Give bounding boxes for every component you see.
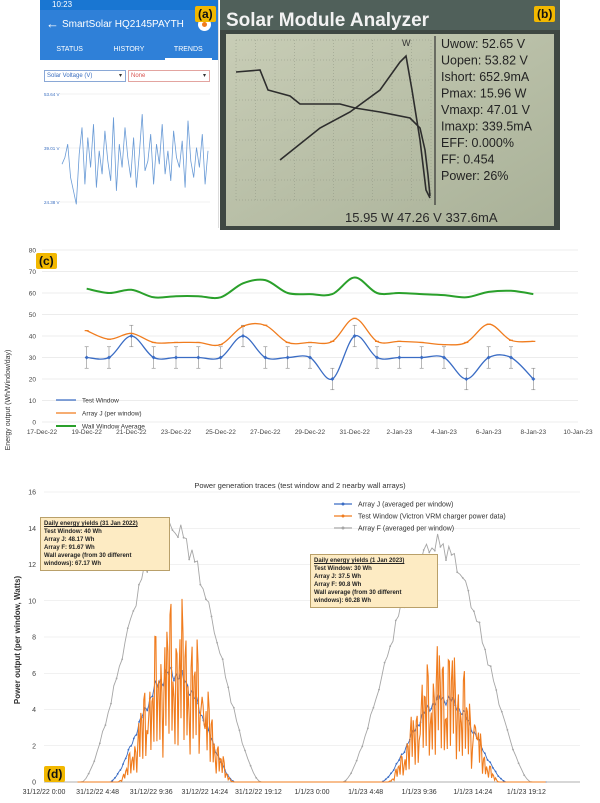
analyzer-reading: Uwow: 52.65 V <box>441 37 526 51</box>
power-data-point <box>445 559 447 561</box>
energy-data-point <box>241 334 245 338</box>
chevron-down-icon: ▾ <box>202 73 206 79</box>
power-data-point <box>152 695 154 697</box>
panel-label-a: (a) <box>195 6 216 22</box>
power-data-point <box>119 769 121 771</box>
power-data-point <box>105 724 107 726</box>
power-x-tick-label: 31/12/22 9:36 <box>129 789 173 796</box>
power-data-point <box>128 749 130 751</box>
power-chart-legend <box>334 502 506 533</box>
analyzer-reading: Vmaxp: 47.01 V <box>441 103 530 117</box>
panel-label-b: (b) <box>534 6 555 22</box>
power-data-point <box>227 686 229 688</box>
power-data-point <box>114 777 116 779</box>
energy-x-tick-label: 23-Dec-22 <box>160 429 192 436</box>
analyzer-device <box>220 0 560 230</box>
power-data-point <box>456 571 458 573</box>
power-data-point <box>233 707 235 709</box>
power-data-point <box>501 711 503 713</box>
power-data-point <box>211 616 213 618</box>
energy-data-point <box>397 356 401 360</box>
power-data-point <box>500 778 502 780</box>
back-arrow-icon[interactable]: ← <box>46 16 59 31</box>
power-data-point <box>172 529 174 531</box>
energy-y-tick-label: 30 <box>28 355 36 362</box>
annotation-line: Wall average (from 30 different <box>314 590 402 596</box>
analyzer-bottom-readout: 15.95 W 47.26 V 337.6mA <box>345 210 498 225</box>
status-bar <box>40 0 218 10</box>
analyzer-reading: Power: 26% <box>441 169 509 183</box>
power-data-point <box>367 727 369 729</box>
power-data-point <box>484 752 486 754</box>
chevron-down-icon: ▾ <box>118 73 122 79</box>
power-data-point <box>244 750 246 752</box>
power-data-point <box>138 584 140 586</box>
power-data-point <box>117 773 119 775</box>
power-legend-label: Array F (averaged per window) <box>358 525 455 533</box>
energy-y-tick-label: 60 <box>28 290 36 298</box>
power-data-point <box>373 707 375 709</box>
energy-x-tick-label: 6-Jan-23 <box>475 429 502 436</box>
power-data-point <box>396 763 398 765</box>
phone-panel <box>40 0 219 228</box>
analyzer-reading: EFF: 0.000% <box>441 136 514 150</box>
energy-output-chart <box>0 240 600 480</box>
tab-trends[interactable]: TRENDS <box>159 40 218 60</box>
energy-x-tick-label: 21-Dec-22 <box>116 429 147 436</box>
energy-chart-series <box>85 277 536 389</box>
power-data-point <box>507 729 509 731</box>
power-data-point <box>183 537 185 539</box>
energy-x-tick-label: 17-Dec-22 <box>26 429 58 436</box>
analyzer-reading: Pmax: 15.96 W <box>441 86 527 101</box>
series-select-1[interactable] <box>44 70 126 82</box>
energy-yield-annotation-1jan <box>310 554 438 608</box>
analyzer-reading: Imaxp: 339.5mA <box>441 119 533 134</box>
status-time: 10:23 <box>52 0 73 9</box>
power-chart-title: Power generation traces (test window and 2 nearby wall arrays) <box>194 481 406 490</box>
power-data-point <box>393 769 395 771</box>
power-y-tick-label: 16 <box>28 489 36 497</box>
power-data-point <box>390 772 392 774</box>
panel-label-d: (d) <box>44 766 65 782</box>
power-data-point <box>205 598 207 600</box>
power-data-point <box>387 776 389 778</box>
power-legend-label: Array J (averaged per window) <box>358 501 454 509</box>
power-data-point <box>111 780 113 782</box>
energy-y-tick-label: 10 <box>28 398 36 405</box>
energy-y-tick-label: 50 <box>28 312 36 319</box>
power-y-tick-label: 14 <box>28 525 36 533</box>
analyzer-title: Solar Module Analyzer <box>226 10 430 31</box>
annotation-line: Array J: 37.5 Wh <box>314 574 362 580</box>
power-data-point <box>177 536 179 538</box>
energy-y-tick-label: 80 <box>28 247 36 255</box>
energy-x-tick-label: 4-Jan-23 <box>431 429 457 436</box>
energy-x-tick-label: 25-Dec-22 <box>205 429 236 436</box>
device-title: SmartSolar HQ2145PAYTH <box>62 19 184 30</box>
energy-y-tick-label: 0 <box>32 419 36 427</box>
power-data-point <box>389 645 391 647</box>
annotation-heading: Daily energy yields (1 Jan 2023) <box>314 558 405 564</box>
energy-series-line <box>87 318 534 345</box>
power-x-tick-label: 1/1/23 9:36 <box>401 789 437 796</box>
power-data-point <box>423 549 425 551</box>
power-data-point <box>194 561 196 563</box>
energy-x-tick-label: 10-Jan-23 <box>563 429 593 436</box>
power-data-point <box>430 708 432 710</box>
power-data-point <box>99 742 101 744</box>
power-x-tick-label: 31/12/22 19:12 <box>235 789 282 796</box>
energy-data-point <box>196 356 200 360</box>
power-data-point <box>133 738 135 740</box>
annotation-line: Array F: 90.8 Wh <box>314 582 362 588</box>
power-data-point <box>122 763 124 765</box>
energy-yield-annotation-31dec <box>40 517 170 571</box>
power-data-point <box>199 584 201 586</box>
energy-data-point <box>286 356 290 360</box>
power-data-point <box>467 590 469 592</box>
power-data-point <box>255 777 257 779</box>
legend-marker <box>342 503 345 506</box>
energy-data-point <box>174 356 178 360</box>
power-data-point <box>451 554 453 556</box>
power-data-point <box>518 762 520 764</box>
energy-series-line <box>87 277 534 298</box>
power-data-point <box>356 760 358 762</box>
power-data-point <box>523 774 525 776</box>
power-data-point <box>497 775 499 777</box>
power-data-point <box>222 658 224 660</box>
power-y-tick-label: 4 <box>32 707 36 714</box>
series-select-2[interactable] <box>128 70 210 82</box>
annotation-heading: Daily energy yields (31 Jan 2022) <box>44 521 138 527</box>
power-y-tick-label: 0 <box>32 779 36 787</box>
power-data-point <box>495 689 497 691</box>
annotation-line: Array F: 91.67 Wh <box>44 545 95 551</box>
power-legend-label: Test Window (Victron VRM charger power data) <box>358 513 506 521</box>
power-y-tick-label: 2 <box>32 743 36 751</box>
analyzer-reading: FF: 0.454 <box>441 152 495 167</box>
power-data-point <box>495 771 497 773</box>
power-data-point <box>345 780 347 782</box>
power-data-point <box>121 658 123 660</box>
power-data-point <box>216 642 218 644</box>
power-y-tick-label: 10 <box>28 598 36 606</box>
power-chart-x-ticks <box>23 789 546 796</box>
power-data-point <box>361 746 363 748</box>
analyzer-photo <box>220 0 560 230</box>
power-y-tick-label: 6 <box>32 670 36 678</box>
power-chart-y-axis-label: Power output (per window, Watts) <box>13 575 22 705</box>
panel-label-c: (c) <box>36 253 57 269</box>
annotation-line: Array J: 48.17 Wh <box>44 537 95 543</box>
energy-y-tick-label: 70 <box>28 269 36 276</box>
energy-data-point <box>420 356 424 360</box>
power-data-point <box>398 759 400 761</box>
power-data-point <box>136 734 138 736</box>
analyzer-reading: Ishort: 652.9mA <box>441 70 530 84</box>
power-x-tick-label: 31/12/22 4:48 <box>76 789 120 796</box>
solar-voltage-trace <box>62 114 208 204</box>
power-data-point <box>146 710 148 712</box>
energy-data-point <box>85 356 89 360</box>
power-x-tick-label: 31/12/22 14:24 <box>181 789 229 796</box>
power-y-tick-label: 8 <box>32 634 36 642</box>
legend-marker <box>342 527 345 530</box>
power-x-tick-label: 31/12/22 0:00 <box>22 789 66 796</box>
energy-chart-y-ticks <box>29 248 37 427</box>
power-data-point <box>173 680 175 682</box>
power-data-point <box>487 759 489 761</box>
power-data-point <box>88 773 90 775</box>
tab-history[interactable]: HISTORY <box>113 46 145 53</box>
annotation-line: Test Window: 30 Wh <box>314 566 372 572</box>
energy-legend-label: Array J (per window) <box>82 410 142 418</box>
power-y-tick-label: 12 <box>28 562 36 569</box>
energy-data-point <box>464 377 468 381</box>
annotation-line: Wall average (from 30 different <box>44 553 132 559</box>
series-select-1-value: Solar Voltage (V) <box>47 73 93 79</box>
energy-x-tick-label: 8-Jan-23 <box>520 429 547 436</box>
axis-marker: W <box>402 38 411 48</box>
phone-y-label-bottom: 24.38 V <box>44 200 60 205</box>
power-data-point <box>401 753 403 755</box>
energy-x-tick-label: 27-Dec-22 <box>250 429 281 436</box>
power-x-tick-label: 1/1/23 14:24 <box>453 789 493 796</box>
power-data-point <box>473 610 475 612</box>
power-data-point <box>462 577 464 579</box>
power-data-point <box>188 559 190 561</box>
energy-x-tick-label: 31-Dec-22 <box>339 429 370 436</box>
power-x-tick-label: 1/1/23 4:48 <box>348 789 384 796</box>
power-data-point <box>489 761 491 763</box>
energy-chart-legend <box>56 398 145 431</box>
power-data-point <box>110 703 112 705</box>
energy-legend-label: Wall Window Average <box>82 423 145 431</box>
power-series-line <box>78 599 546 782</box>
power-data-point <box>350 772 352 774</box>
annotation-line: windows): 60.28 Wh <box>314 598 372 604</box>
energy-legend-label: Test Window <box>82 397 119 405</box>
phone-y-label-mid: 39.01 V <box>44 146 60 151</box>
power-data-point <box>125 757 127 759</box>
power-data-point <box>384 662 386 664</box>
power-data-point <box>132 610 134 612</box>
legend-marker <box>342 515 345 518</box>
power-data-point <box>385 778 387 780</box>
energy-y-tick-label: 40 <box>28 333 36 341</box>
series-select-2-value: None <box>131 73 146 79</box>
tab-status[interactable]: STATUS <box>56 46 83 53</box>
power-data-point <box>138 721 140 723</box>
annotation-line: Test Window: 40 Wh <box>44 529 102 535</box>
power-data-point <box>93 760 95 762</box>
power-data-point <box>512 749 514 751</box>
energy-chart-y-axis-label: Energy output (Wh/Window/day) <box>5 349 12 451</box>
power-data-point <box>127 627 129 629</box>
power-data-point <box>404 751 406 753</box>
power-data-point <box>239 729 241 731</box>
power-data-point <box>250 765 252 767</box>
phone-trend-chart <box>40 86 218 226</box>
power-data-point <box>484 649 486 651</box>
energy-x-tick-label: 29-Dec-22 <box>294 429 326 436</box>
phone-y-label-top: 53.64 V <box>44 92 60 97</box>
power-data-point <box>434 550 436 552</box>
power-data-point <box>395 620 397 622</box>
power-chart-y-ticks <box>28 490 36 787</box>
analyzer-reading: Uopen: 53.82 V <box>441 53 528 68</box>
app-bar <box>40 10 218 40</box>
energy-y-tick-label: 20 <box>28 376 36 384</box>
power-data-point <box>440 546 442 548</box>
power-data-point <box>479 622 481 624</box>
tab-bar <box>40 40 218 60</box>
annotation-line: windows): 67.17 Wh <box>44 561 102 567</box>
power-data-point <box>130 745 132 747</box>
energy-x-tick-label: 2-Jan-23 <box>386 429 413 436</box>
energy-data-point <box>129 334 133 338</box>
power-data-point <box>492 767 494 769</box>
power-data-point <box>490 665 492 667</box>
power-x-tick-label: 1/1/23 0:00 <box>294 789 330 796</box>
energy-x-tick-label: 19-Dec-22 <box>71 429 102 436</box>
power-data-point <box>378 689 380 691</box>
power-data-point <box>116 678 118 680</box>
power-x-tick-label: 1/1/23 19:12 <box>506 789 546 796</box>
